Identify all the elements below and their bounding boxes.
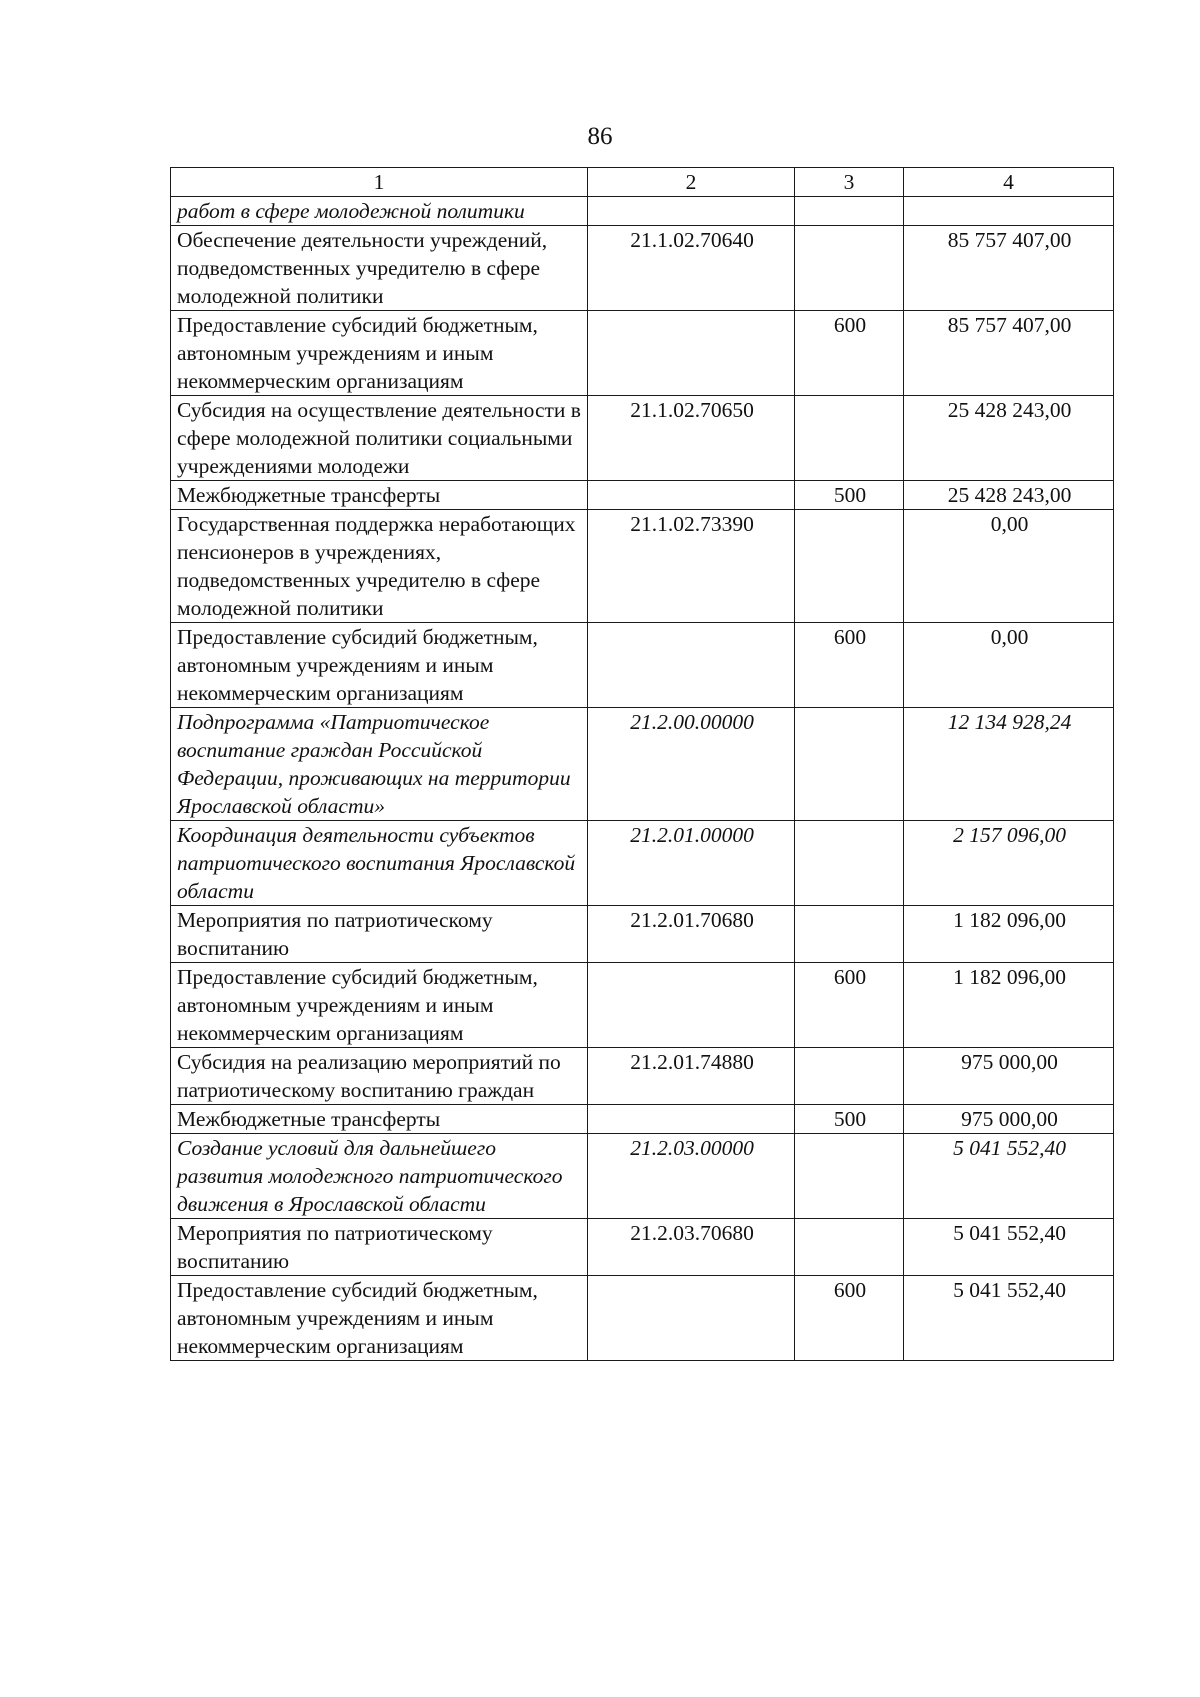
header-row bbox=[171, 168, 1114, 197]
row-amount-cell: 5 041 552,40 bbox=[904, 1276, 1114, 1361]
row-amount-cell: 5 041 552,40 bbox=[904, 1134, 1114, 1219]
row-name-cell: Субсидия на реализацию мероприятий по патриотическому воспитанию граждан bbox=[171, 1048, 588, 1105]
column-header-2: 2 bbox=[588, 168, 795, 197]
row-name-cell: Мероприятия по патриотическому воспитанию bbox=[171, 1219, 588, 1276]
row-amount-cell: 1 182 096,00 bbox=[904, 963, 1114, 1048]
row-amount-cell: 5 041 552,40 bbox=[904, 1219, 1114, 1276]
row-code-cell: 21.2.03.70680 bbox=[588, 1219, 795, 1276]
row-amount-cell: 975 000,00 bbox=[904, 1048, 1114, 1105]
table-row bbox=[171, 1105, 1114, 1134]
row-amount-cell: 85 757 407,00 bbox=[904, 311, 1114, 396]
row-amount-cell bbox=[904, 197, 1114, 226]
table-body bbox=[171, 197, 1114, 1361]
table-row bbox=[171, 510, 1114, 623]
row-amount-cell: 1 182 096,00 bbox=[904, 906, 1114, 963]
row-expense-type-cell: 600 bbox=[795, 311, 904, 396]
row-name-cell: Мероприятия по патриотическому воспитанию bbox=[171, 906, 588, 963]
table-row bbox=[171, 226, 1114, 311]
row-amount-cell: 25 428 243,00 bbox=[904, 396, 1114, 481]
row-expense-type-cell: 500 bbox=[795, 1105, 904, 1134]
row-amount-cell: 12 134 928,24 bbox=[904, 708, 1114, 821]
row-expense-type-cell bbox=[795, 1048, 904, 1105]
row-name-cell: Координация деятельности субъектов патриотического воспитания Ярославской области bbox=[171, 821, 588, 906]
table-row bbox=[171, 906, 1114, 963]
table-row bbox=[171, 1219, 1114, 1276]
table-row bbox=[171, 1276, 1114, 1361]
row-name-cell: работ в сфере молодежной политики bbox=[171, 197, 588, 226]
row-code-cell: 21.1.02.73390 bbox=[588, 510, 795, 623]
row-name-cell: Обеспечение деятельности учреждений, подведомственных учредителю в сфере молодежной политики bbox=[171, 226, 588, 311]
table-header bbox=[171, 168, 1114, 197]
row-expense-type-cell bbox=[795, 396, 904, 481]
row-code-cell: 21.2.01.00000 bbox=[588, 821, 795, 906]
row-expense-type-cell bbox=[795, 510, 904, 623]
row-code-cell: 21.2.01.70680 bbox=[588, 906, 795, 963]
row-code-cell bbox=[588, 311, 795, 396]
table-row bbox=[171, 481, 1114, 510]
table-row bbox=[171, 623, 1114, 708]
row-expense-type-cell bbox=[795, 1219, 904, 1276]
row-code-cell: 21.2.03.00000 bbox=[588, 1134, 795, 1219]
row-expense-type-cell: 600 bbox=[795, 623, 904, 708]
table-row bbox=[171, 1134, 1114, 1219]
column-header-1: 1 bbox=[171, 168, 588, 197]
page-number: 86 bbox=[587, 123, 613, 150]
row-code-cell bbox=[588, 1105, 795, 1134]
row-amount-cell: 975 000,00 bbox=[904, 1105, 1114, 1134]
row-expense-type-cell: 600 bbox=[795, 963, 904, 1048]
column-header-3: 3 bbox=[795, 168, 904, 197]
row-expense-type-cell bbox=[795, 821, 904, 906]
row-name-cell: Межбюджетные трансферты bbox=[171, 1105, 588, 1134]
column-header-4: 4 bbox=[904, 168, 1114, 197]
table-row bbox=[171, 963, 1114, 1048]
row-name-cell: Подпрограмма «Патриотическое воспитание граждан Российской Федерации, проживающих на территории Ярославской области» bbox=[171, 708, 588, 821]
row-code-cell: 21.2.00.00000 bbox=[588, 708, 795, 821]
row-expense-type-cell bbox=[795, 197, 904, 226]
table-row bbox=[171, 821, 1114, 906]
table-row bbox=[171, 708, 1114, 821]
row-expense-type-cell bbox=[795, 1134, 904, 1219]
row-expense-type-cell: 600 bbox=[795, 1276, 904, 1361]
row-amount-cell: 85 757 407,00 bbox=[904, 226, 1114, 311]
row-amount-cell: 0,00 bbox=[904, 623, 1114, 708]
row-name-cell: Предоставление субсидий бюджетным, автономным учреждениям и иным некоммерческим организациям bbox=[171, 311, 588, 396]
row-expense-type-cell bbox=[795, 906, 904, 963]
row-amount-cell: 25 428 243,00 bbox=[904, 481, 1114, 510]
row-code-cell bbox=[588, 963, 795, 1048]
budget-table bbox=[170, 167, 1114, 1361]
table-row bbox=[171, 311, 1114, 396]
row-name-cell: Предоставление субсидий бюджетным, автономным учреждениям и иным некоммерческим организациям bbox=[171, 623, 588, 708]
row-expense-type-cell bbox=[795, 226, 904, 311]
row-name-cell: Межбюджетные трансферты bbox=[171, 481, 588, 510]
row-code-cell bbox=[588, 623, 795, 708]
table-row bbox=[171, 396, 1114, 481]
row-expense-type-cell bbox=[795, 708, 904, 821]
row-code-cell bbox=[588, 481, 795, 510]
table-row bbox=[171, 197, 1114, 226]
row-name-cell: Создание условий для дальнейшего развития молодежного патриотического движения в Ярославской области bbox=[171, 1134, 588, 1219]
row-code-cell bbox=[588, 197, 795, 226]
row-amount-cell: 2 157 096,00 bbox=[904, 821, 1114, 906]
row-code-cell: 21.2.01.74880 bbox=[588, 1048, 795, 1105]
row-code-cell: 21.1.02.70640 bbox=[588, 226, 795, 311]
row-amount-cell: 0,00 bbox=[904, 510, 1114, 623]
row-expense-type-cell: 500 bbox=[795, 481, 904, 510]
row-code-cell: 21.1.02.70650 bbox=[588, 396, 795, 481]
table-row bbox=[171, 1048, 1114, 1105]
row-name-cell: Субсидия на осуществление деятельности в сфере молодежной политики социальными учреждениями молодежи bbox=[171, 396, 588, 481]
row-code-cell bbox=[588, 1276, 795, 1361]
row-name-cell: Предоставление субсидий бюджетным, автономным учреждениям и иным некоммерческим организациям bbox=[171, 1276, 588, 1361]
row-name-cell: Предоставление субсидий бюджетным, автономным учреждениям и иным некоммерческим организациям bbox=[171, 963, 588, 1048]
row-name-cell: Государственная поддержка неработающих пенсионеров в учреждениях, подведомственных учредителю в сфере молодежной политики bbox=[171, 510, 588, 623]
